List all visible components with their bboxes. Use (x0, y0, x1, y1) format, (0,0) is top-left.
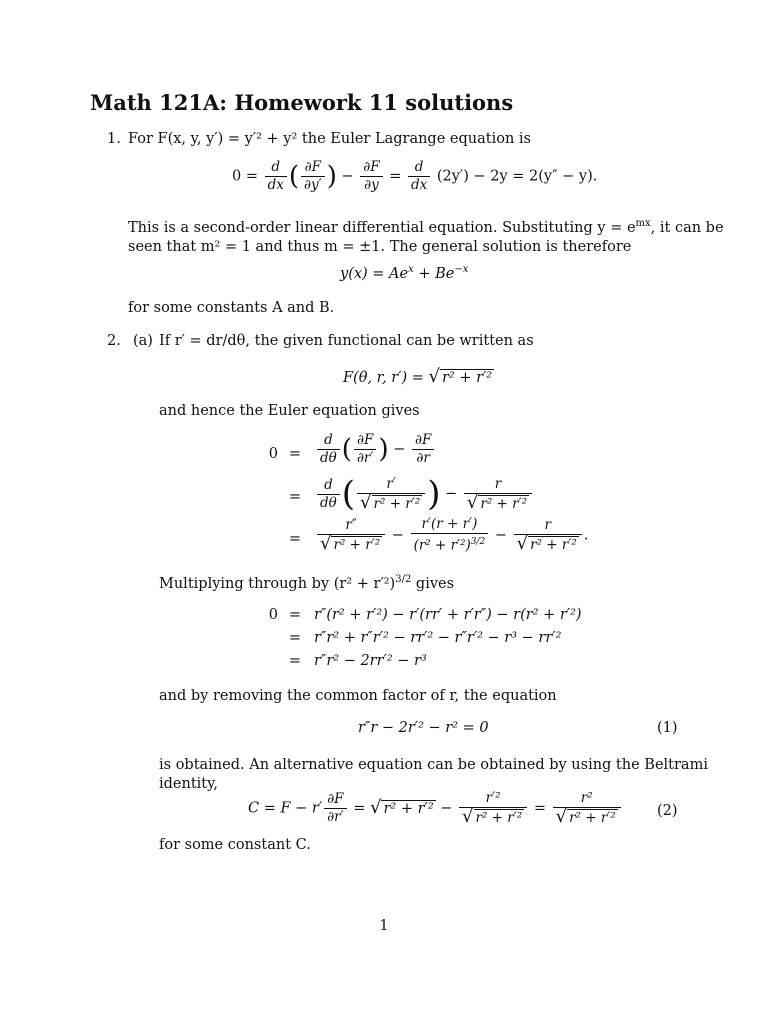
euler-text: and hence the Euler equation gives (159, 403, 420, 419)
problem-2-number: 2. (107, 333, 121, 349)
mult-line-3: r″r² − 2rr′² − r³ (314, 653, 427, 669)
eq-equals: = (389, 168, 402, 185)
beltrami-text: is obtained. An alternative equation can be obtained by using the Beltrami identity, (159, 757, 708, 792)
equation-2: C = F − r′ $\frac{\partial F}{\partial r'}$ = √ r² + r′² − $\frac{\text{r′²}}{\text{√ r² + r′²}}$ = $\frac{\text{r²}}{\text{√ r² + r′²}}$ (248, 790, 623, 827)
line-1-rhs: $\frac{d}{d\theta}$ ( $\frac{\partial F}{\partial r'}$ ) − $\frac{\partial F}{\partial r}$ (315, 432, 436, 467)
line-2-rhs: $\frac{d}{d\theta}$ ( $\frac{r'}{\text{√ r² + r′²}}$ ) − $\frac{r}{\text{√ r² + r′²}}$ (315, 474, 534, 514)
problem-2-part-label: (a) (133, 333, 153, 349)
page-title: Math 121A: Homework 11 solutions (90, 90, 514, 115)
eq-lhs: 0 = (232, 168, 258, 185)
eq-rest: (2y′) − 2y = 2(y″ − y). (436, 168, 598, 185)
page-number: 1 (379, 918, 389, 934)
equation-1-number: (1) (657, 720, 678, 736)
equation-euler-lagrange: 0 = $\frac{d}{dx}$ ( $\frac{\partial F}{\partial y'}$ ) − $\frac{\partial F}{\partial y}$ = $\frac{d}{dx}$ (2y′) − 2y = 2(y″ − y). (232, 159, 598, 193)
fraction-d-dx: $\frac{d}{dx}$ (265, 159, 287, 194)
problem-1-number: 1. (107, 131, 121, 147)
common-factor-text: and by removing the common factor of r, the equation (159, 688, 557, 704)
equation-1: r″r − 2r′² − r² = 0 (358, 720, 489, 736)
problem-1-intro: For F(x, y, y′) = y′² + y² the Euler Lagrange equation is (128, 131, 531, 147)
line-1-lhs: 0 (268, 446, 278, 462)
document-page: Math 121A: Homework 11 solutions 1. For F(x, y, y′) = y′² + y² the Euler Lagrange equation is 0 = $\frac{d}{dx}$ ( $\frac{\partial F}{\partial y'}$ ) − $\frac{\partial F}{\partial y}$ = $\frac{d}{dx}$ (2y′) − 2y = 2(y″ − y). This is a second-order linear differential equation. Substituting $y = e^{mx}$, it can be seen that m² = 1 and thus m = ±1. The general solution is therefore $y(x) = Ae^x + Be^{-x}$ for some constants A and B. 2. (a) If r′ = dr/dθ, the given functional can be written as F(θ, r, r′) = √ r² + r′² and hence the Euler equation gives 0 = $\frac{d}{d\theta}$ ( $\frac{\partial F}{\partial r'}$ ) − $\frac{\partial F}{\partial r}$ = $\frac{d}{d\theta}$ ( $\frac{r'}{\text{√ r² + r′²}}$ ) − $\frac{r}{\text{√ r² + r′²}}$ = $\frac{r''}{\text{√ r² + r′²}}$ − $\frac{r'(r + r')}{(r^2 + r'^2)^{3/2}}$ − $\frac{r}{\text{√ r² + r′²}}$ . Multiplying through by $(r^2 + r'^2)^{3/2}$ gives 0 = r″(r² + r′²) − r′(rr′ + r′r″) − r(r² + r′²) = r″r² + r″r′² − rr′² − r″r′² − r³ − rr′² = r″r² − 2rr′² − r³ and by removing the common factor of r, the equation r″r − 2r′² − r² = 0 (1) is obtained. An alternative equation can be obtained by using the Beltrami identity, C = F − r′ $\frac{\partial F}{\partial r'}$ = √ r² + r′² − $\frac{\text{r′²}}{\text{√ r² + r′²}}$ = $\frac{\text{r²}}{\text{√ r² + r′²}}$ (2) for some constant C. 1 (0, 0, 768, 1024)
fraction-dF-dy: $\frac{\partial F}{\partial y}$ (360, 159, 382, 194)
mult-line-1: r″(r² + r′²) − r′(rr′ + r′r″) − r(r² + r′²) (314, 607, 582, 623)
line-1-rel: = (288, 446, 302, 462)
eq-minus: − (341, 168, 354, 185)
line-3-rhs: $\frac{r''}{\text{√ r² + r′²}}$ − $\frac{r'(r + r')}{(r^2 + r'^2)^{3/2}}$ − $\frac{r}{\text{√ r² + r′²}}$ . (315, 516, 588, 555)
equation-2-number: (2) (657, 803, 678, 819)
problem-2-intro: If r′ = dr/dθ, the given functional can be written as (159, 333, 534, 349)
fraction-dF-dyp: $\frac{\partial F}{\partial y'}$ (301, 159, 325, 194)
problem-1-paragraph: This is a second-order linear differential equation. Substituting $y = e^{mx}$, it can be seen that m² = 1 and thus m = ±1. The general solution is therefore (128, 218, 724, 255)
multiply-text: Multiplying through by $(r^2 + r'^2)^{3/2}$ gives (159, 574, 455, 592)
general-solution: $y(x) = Ae^x + Be^{-x}$ (340, 264, 469, 282)
constant-text: for some constant C. (159, 837, 311, 853)
fraction-d-dx-2: $\frac{d}{dx}$ (408, 159, 430, 194)
line-3-rel: = (288, 531, 302, 547)
line-2-rel: = (288, 489, 302, 505)
problem-1-conclusion: for some constants A and B. (128, 300, 335, 316)
functional-equation: F(θ, r, r′) = √ r² + r′² (343, 366, 493, 387)
sqrt: √ r² + r′² (428, 366, 493, 387)
mult-line-2: r″r² + r″r′² − rr′² − r″r′² − r³ − rr′² (314, 630, 562, 646)
